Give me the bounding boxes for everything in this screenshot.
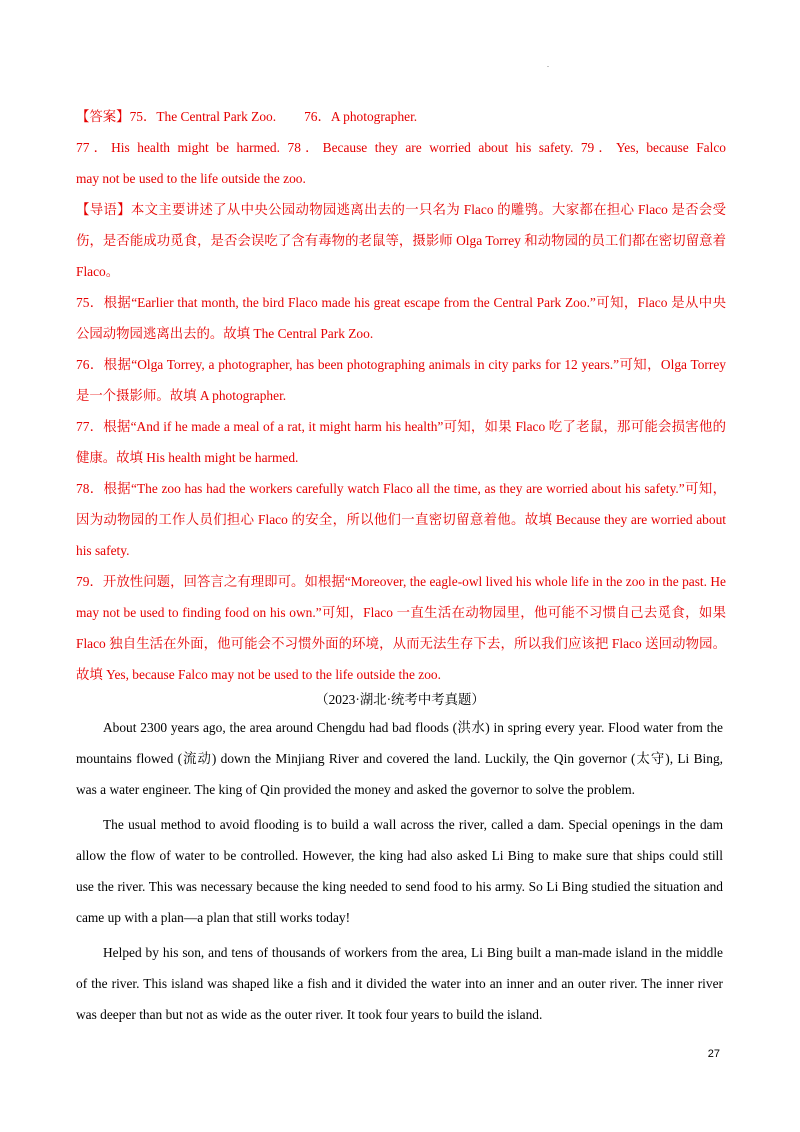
answer-79-end: may not be used to the life outside the zoo. xyxy=(76,171,306,186)
answer-77: 77．His health might be harmed. xyxy=(76,140,280,155)
answer-label: 【答案】 xyxy=(76,109,130,124)
answer-line-1 xyxy=(76,101,726,132)
guide-text: 本文主要讲述了从中央公园动物园逃离出去的一只名为 Flaco 的雕鸮。大家都在担心 Flaco 是否会受伤，是否能成功觅食，是否会误吃了含有毒物的老鼠等，摄影师 Olga Torrey 和动物园的员工们都在密切留意着 Flaco。 xyxy=(76,202,727,279)
answer-line-2 xyxy=(76,132,726,163)
guide-label: 【导语】 xyxy=(76,202,131,217)
explanation-78: 78．根据“The zoo has had the workers carefully watch Flaco all the time, as they are worried about his safety.”可知，因为动物园的工作人员们担心 Flaco 的安全，所以他们一直密切留意着他。故填 Because they are worried about his safety. xyxy=(76,481,726,558)
passage-paragraph-2: The usual method to avoid flooding is to build a wall across the river, called a dam. Special openings in the dam allow the flow of water to be controlled. However, the king had also asked Li Bing to make sure that ships could still use the river. This was necessary because the king needed to send food to his army. So Li Bing studied the situation and came up with a plan—a plan that still works today! xyxy=(76,817,723,925)
answer-78: 78．Because they are worried about his safety. xyxy=(287,140,574,155)
explanation-75: 75．根据“Earlier that month, the bird Flaco made his great escape from the Central Park Zoo.”可知，Flaco 是从中央公园动物园逃离出去的。故填 The Central Park Zoo. xyxy=(76,295,726,341)
exam-source: （2023·湖北·统考中考真题） xyxy=(315,692,485,707)
passage-paragraph-1: About 2300 years ago, the area around Chengdu had bad floods (洪水) in spring every year. Flood water from the mountains flowed (流动) down the Minjiang River and covered the land. Luckily, the Qin governor (太守), Li Bing, was a water engineer. The king of Qin provided the money and asked the governor to solve the problem. xyxy=(76,720,723,797)
header-mark: . xyxy=(547,60,549,69)
guide-paragraph xyxy=(76,194,726,287)
answer-76: 76．A photographer. xyxy=(304,109,418,124)
answer-block xyxy=(76,101,726,690)
passage-paragraph-3: Helped by his son, and tens of thousands of workers from the area, Li Bing built a man-made island in the middle of the river. This island was shaped like a fish and it divided the water into an inner and an outer river. The inner river was deeper than but not as wide as the outer river. It took four years to build the island. xyxy=(76,945,723,1022)
explanation-77: 77．根据“And if he made a meal of a rat, it might harm his health”可知，如果 Flaco 吃了老鼠，那可能会损害他的健康。故填 His health might be harmed. xyxy=(76,419,726,465)
explanation-79: 79．开放性问题，回答言之有理即可。如根据“Moreover, the eagle-owl lived his whole life in the zoo in the past. He may not be used to finding food on his own.”可知，Flaco 一直生活在动物园里，他可能不习惯自己去觅食，如果 Flaco 独自生活在外面，他可能会不习惯外面的环境，从而无法生存下去，所以我们应该把 Flaco 送回动物园。故填 Yes, because Falco may not be used to the life outside the zoo. xyxy=(76,574,726,682)
reading-passage xyxy=(76,712,723,1034)
explanation-76: 76．根据“Olga Torrey, a photographer, has been photographing animals in city parks for 12 years.”可知，Olga Torrey 是一个摄影师。故填 A photographer. xyxy=(76,357,726,403)
answer-79-start: 79．Yes, because Falco xyxy=(580,140,726,155)
answer-line-3 xyxy=(76,163,726,194)
page-number: 27 xyxy=(707,1048,720,1060)
answer-75: 75．The Central Park Zoo. xyxy=(129,109,277,124)
